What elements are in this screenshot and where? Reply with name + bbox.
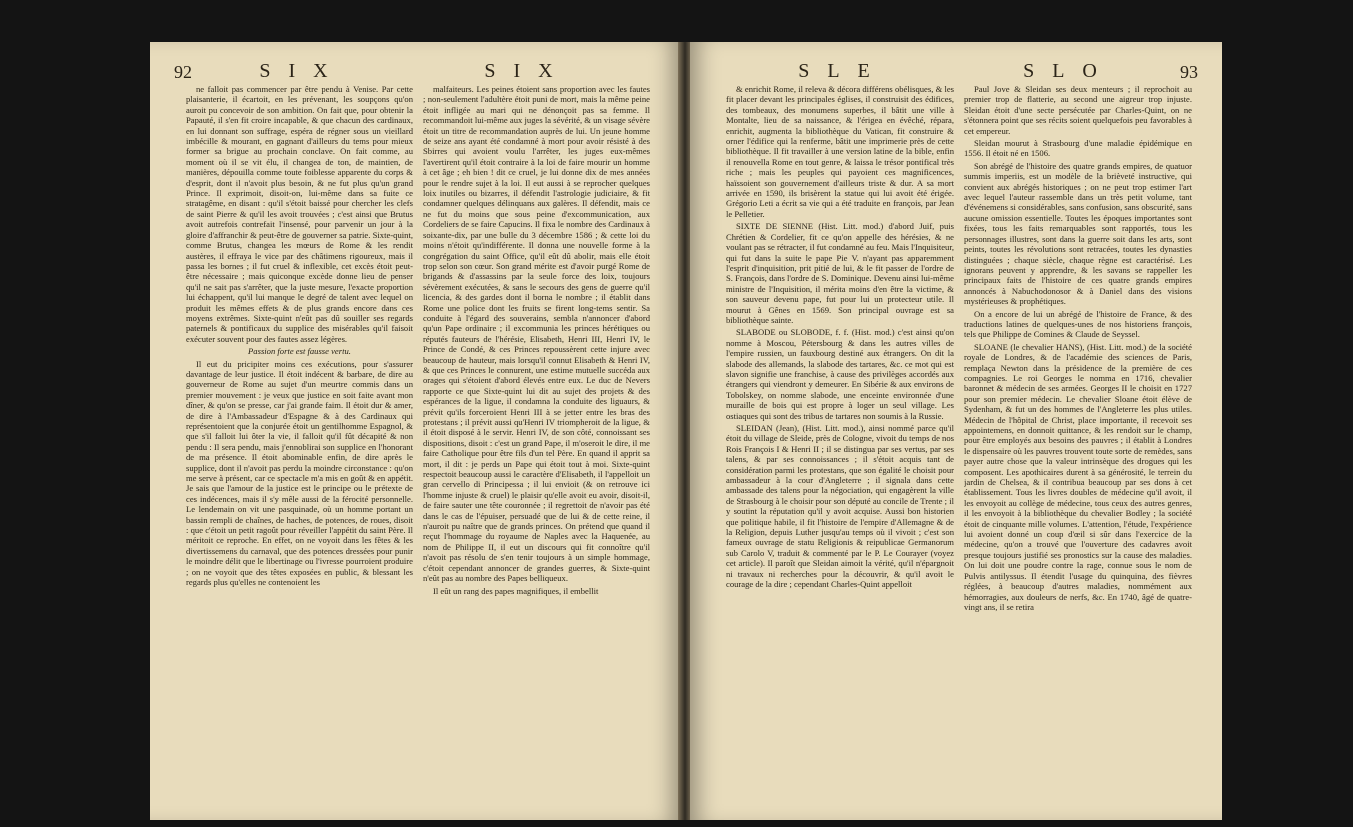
open-book: [150, 42, 1222, 820]
left-page: [150, 42, 680, 820]
paragraph: ne falloit pas commencer par être pendu à Venise. Par cette plaisanterie, il écartoit, en les prévenant, les soupçons qu'on auroit pu concevoir de son ambition. On fait que, pour obtenir la Papauté, il s'en fit croire incapable, & que chacun des cardinaux, en lui donnant son suffrage, espéra de régner sous un vieillard imbécille & mourant, en gagnant d'ailleurs du tems pour mieux former sa brigue au prochain conclave. On fait comme, au moment où il se vit élu, il changea de ton, de maintien, de manières, dépouilla comme toute foiblesse apparente du corps & d'esprit, dont il n'avoit plus besoin, & ne fut plus qu'un grand Prince. Il exprimoit, disoit-on, lui-même dans sa fuite ce stratagême, en disant : qu'il s'étoit baissé pour chercher les clefs de saint Pierre & qu'il les avoit trouvées ; c'est ainsi que Brutus avoit autrefois contrefait l'insensé, pour parvenir un jour à la gloire d'affranchir & peut-être de gouverner sa patrie. Sixte-quint, comme Brutus, changea les mœurs de Rome & les rendit austères, il effraya le vice par des châtimens rigoureux, mais il passa les bornes ; il fut cruel & inflexible, cet excès étoit peut-être nécessaire ; mais quiconque excède donne lieu de penser qu'il ne sait pas s'arrêter, que la juste mesure, l'exacte proportion lui échappent, qu'il lui manque le degré de talent avec lequel on produit les mêmes effets & de plus grands encore dans ces moyens extrêmes. Sixte-quint n'eût pas dû souiller ses regards paternels & pontificaux du supplice des misérables qu'il faisoit exécuter souvent pour des fautes assez légères.: [186, 84, 413, 344]
paragraph: Passion forte est fausse vertu.: [248, 346, 351, 357]
paragraph: SLABODE ou SLOBODE, f. f. (Hist. mod.) c'est ainsi qu'on nomme à Moscou, Pétersbourg & dans les autres villes de l'empire russien, un fauxbourg destiné aux étrangers. On dit la slabode des allemands, la slabode des tartares, &c. ce mot qui est slavon signifie une franchise, à cause des privilèges accordés aux étrangers qui viendront y demeurer. En Sibérie & aux environs de Tobolskey, on nomme slabode, une enceinte environnée d'une muraille de bois qui est propre à loger un seul village. Les ostiaques qui sont des tribus de tartares non soumis à la Russie.: [726, 327, 954, 421]
text-column-2: [423, 84, 650, 806]
running-head: [174, 60, 640, 82]
paragraph: SIXTE DE SIENNE (Hist. Litt. mod.) d'abord Juif, puis Chrétien & Cordelier, fit ce qu'on appelle des hérésies, & ne voulant pas se rétracter, il fut condamné au feu. Mais l'Inquisiteur, qui fut dans la suite le pape Pie V. n'ayant pas apparemment l'esprit d'inquisition, prit pitié de lui, & le fit passer de l'ordre de S. François, dans l'ordre de S. Dominique. Devenu ainsi lui-même ministre de l'Inquisition, il mérita moins d'en être la victime, & son sauveur devenu pape, fut pour lui un protecteur utile. Il mourut à Gênes en 1569. Son principal ouvrage est sa bibliothèque sainte.: [726, 221, 954, 325]
paragraph: Sleidan mourut à Strasbourg d'une maladie épidémique en 1556. Il étoit né en 1506.: [964, 138, 1192, 159]
text-column-1: [726, 84, 954, 806]
running-head-word: SLE: [798, 60, 888, 82]
paragraph: Son abrégé de l'histoire des quatre grands empires, de quatuor summis imperiis, est un modèle de la brièveté instructive, qui convient aux abrégés historiques ; on ne peut trop estimer l'art avec lequel l'auteur rassemble dans un très petit volume, tant d'événemens si considérables, sans confusion, sans obscurité, sans aucune omission essentielle. Toutes les époques importantes sont fixées, tous les faits remarquables sont rapportés, tous les personnages illustres, sont dans la guerre soit dans les arts, sont peints, toutes les révolutions sont retracées, toutes les dynasties distinguées ; chaque siècle, chaque règne est caractérisé. Les ignorans peuvent y apprendre, & les savans se rappeller les principaux faits de l'histoire de ces quatre grands empires annoncés à Nabuchodonosor & à Daniel dans des visions mystérieuses & prophétiques.: [964, 160, 1192, 307]
paragraph: & enrichit Rome, il releva & décora différens obélisques, & les fit placer devant les principales églises, il construisit des édifices, des tombeaux, des monumens superbes, il bâtit une ville à Montalte, lieu de sa naissance, & l'érigea en évêché, répara, enrichit, augmenta la bibliothèque du Vatican, fit construire & orner l'édifice qui la renferme, bâtit une imprimerie près de cette bibliothèque. Il fit travailler à une version latine de la bible, enfin il renouvella Rome en tout genre, & laissa le trésor pontifical très riche ; mais les peuples qui payoient ces magnificences, haïssoient son gouvernement d'ailleurs triste & dur. A sa mort arrivée en 1590, ils brisèrent la statue qui lui avoit été érigée. Grégorio Leti a écrit sa vie qui a été traduite en françois, par Jean le Pelletier.: [726, 84, 954, 219]
running-head: [730, 60, 1198, 82]
text-column-2: [964, 84, 1192, 806]
text-column-1: [186, 84, 413, 806]
paragraph: malfaiteurs. Les peines étoient sans proportion avec les fautes ; non-seulement l'adultère étoit puni de mort, mais la même peine étoit infligée au mari qui ne dénonçoit pas sa femme. Il recommandoit lui-même aux juges la sévérité, & un visage sévère étoit un titre de recommandation auprès de lui. Un jeune homme de seize ans ayant été condamné à mort pour avoir résisté à des Sbirres qui avoient voulu l'arrêter, les juges eux-mêmes l'avertirent qu'il étoit contraire à la loi de faire mourir un homme à cet âge ; eh bien ! dit ce cruel, je lui donne dix de mes années pour le rendre sujet à la loi. Il eut aussi à se reprocher quelques loix inutiles ou bizarres, il défendit l'astrologie judiciaire, & fit condamner quelques délinquans aux galères. Il défendit, mais ce ne fut du moins que sous peine d'excommunication, aux Cordeliers de se faire Capucins. Il fixa le nombre des Cardinaux à soixante-dix, par une bulle du 3 décembre 1586 ; & cette loi du moins n'étoit qu'indifférente. Il donna une nouvelle forme à la congrégation du saint Office, qu'il eût dû abolir, mais elle étoit trop selon son cœur. Son grand mérite est d'avoir purgé Rome de brigands & d'assassins par la seule force des loix, toujours sévèrement exécutées, & sans le secours des gens de guerre qu'il licencia, & des gardes dont il borna le nombre ; il établit dans Rome une police dont les fruits se firent long-tems sentir. Sa conduite à l'égard des souverains, sembla n'annoncer d'abord qu'un Pape ordinaire ; il excommunia les princes hérétiques ou réputés fauteurs de l'hérésie, Elisabeth, Henri III, Henri IV, le Prince de Condé, & ces Princes repoussèrent cette injure avec beaucoup de hauteur, mais lorsqu'il connut Elisabeth & Henri IV, & que ces Princes le connurent, une estime mutuelle succéda aux orages qui s'étoient d'abord élevés entre eux. Le duc de Nevers rapporte ce que Sixte-quint lui dit au sujet des projets & des espérances de la ligue, il condamna la conduite des liguaurs, & prévit qu'ils forceroient Henri III à se jetter entre les bras des protestans ; il prévit aussi qu'Henri IV triompheroit de la ligue, & il étoit disposé à le servir. Henri IV, de son côté, connoissant ses dispositions, disoit : c'est un grand Pape, il m'oseroit le dire, il me faire Catholique pour être fils d'un tel Père. En quand il apprit sa mort, il dit : je perds un Pape qui étoit tout à moi. Sixte-quint respectoit beaucoup aussi le caractère d'Elisabeth, il l'appelloit un gran cervello di Principessa ; il lui envioit (& on retrouve ici l'homme injuste & cruel) le plaisir qu'elle avoit eu avoir, disoit-il, de faire sauter une tête couronnée ; il regrettoit de n'avoir pas été dans le cas de l'épuiser, persuadé que de lui & de cette reine, il n'auroit pu naître que de grands princes. On prétend que quand il reçut l'hommage du royaume de Naples avec la Haquenée, au nom de Philippe II, il eut un discours qui fit connoître qu'il n'avoit pas résolu de s'en tenir toujours à un simple hommage, c'étoit cependant annoncer de grandes guerres, & Sixte-quint n'eût pas au nombre des Papes belliqueux.: [423, 84, 650, 584]
right-page: [690, 42, 1222, 820]
running-head-word: SIX: [259, 60, 346, 82]
paragraph: Il eut du pricipiter moins ces exécutions, pour s'assurer davantage de leur justice. Il étoit indécent & barbare, de dire au gouverneur de Rome au sujet d'un meurtre commis dans un premier mouvement : je veux que justice en soit faite avant mon dîner, & qu'on se presse, car j'ai grande faim. Il étoit dur & amer, de dire à l'Ambassadeur d'Espagne & à des Cardinaux qui représentoient que la conjurée étoit un gentilhomme Espagnol, & que s'il falloit lui ôter la vie, il falloit qu'il fût décapité & non pendu : Il sera pendu, mais j'ennoblirai son supplice en l'honorant de ma présence. Il étoit abominable enfin, de dire après le supplice, dont il n'avoit pas perdu la moindre circonstance : qu'on me serve à présent, car ce spectacle m'a mis en goût & en appétit. Je sais que l'amour de la justice est le principe ou le prétexte de ces indécences, mais il s'y mêle aussi de la férocité personnelle. Le lendemain on vit une pasquinade, où un homme portant un bassin rempli de chaînes, de haches, de potences, de roues, disoit : que c'étoit un petit ragoût pour réveiller l'appétit du saint Père. Il méritoit ce reproche. En effet, on ne voyoit dans les fêtes & les divertissemens du carnaval, que des potences dressées pour punir le moindre délit que le libertinage ou l'ivresse pourroient produire ; on ne voyoit que des têtes exposées en public, & blessant les regards plus qu'elles ne contenoient les: [186, 358, 413, 588]
page-number: 92: [174, 62, 192, 82]
paragraph: Paul Jove & Sleidan ses deux menteurs ; il reprochoit au premier trop de flatterie, au second une aigreur trop injuste. Sleidan étoit d'une secte persécutée par Charles-Quint, on ne s'étonnera point que ses récits soient quelquefois peu favorables à cet empereur.: [964, 84, 1192, 136]
paragraph: SLOANE (le chevalier HANS), (Hist. Litt. mod.) de la société royale de Londres, & de l'académie des sciences de Paris, remplaça Newton dans la présidence de la première de ces compagnies. Le roi Georges le nomma en 1716, chevalier baronnet & médecin de ses armées. Georges II le choisit en 1727 pour son premier médecin. Le chevalier Sloane étoit élève de Sydenham, & fut un des hommes de l'Angleterre les plus utiles. Médecin de l'hôpital de Christ, place importante, il recevoit ses appointemens, en donnoit quittance, & les rendoit sur le champ, pour être employés aux besoins des pauvres ; il établit à Londres le dispensaire où les pauvres trouvent toute sorte de remèdes, sans payer autre chose que la valeur intrinsèque des drogues qui les composent. Les apothicaires durent à sa générosité, le terrein du jardin de Chelsea, & il contribua beaucoup par ses dons à cet établissement. Tous les livres doubles de médecine qu'il avoit, il les envoyoit au collège de médecine, tous ceux des autres genres, il les envoyoit à la bibliothèque du chevalier Bodley ; la société étoit de cinquante mille volumes. L'attention, l'étude, l'expérience lui avoient donné un coup d'œil si sûr dans l'exercice de la médecine, qu'on a trouvé que l'ouverture des cadavres avoit presque toujours justifié ses pronostics sur la cause des maladies. On lui doit une poudre contre la rage, connue sous le nom de Pulvis antilyssus. Il étendit l'usage du quinquina, des fièvres réglées, à beaucoup d'autres maladies, nommément aux hémorragies, aux douleurs de nerfs, &c. En 1740, âgé de quatre-vingt ans, il se retira: [964, 341, 1192, 612]
page-number: 93: [1180, 62, 1198, 82]
paragraph: SLEIDAN (Jean), (Hist. Litt. mod.), ainsi nommé parce qu'il étoit du village de Sleide, près de Cologne, vivoit du temps de nos Rois François I & Henri II ; il se distingua par ses vertus, par ses talens, & par ses connoissances ; il s'étoit acquis tant de considération parmi les protestans, que son égalité le choisit pour ambassadeur à la cour d'Angleterre ; il signala dans cette ambassade des talens pour la négociation, qui engagèrent la ville de Strasbourg à le choisir pour son député au concile de Trente ; il y soutint la réputation qu'il y avoit acquise. Aussi bon historien que politique habile, il fit l'histoire de l'empire d'Allemagne & de la Religion, depuis Luther jusqu'au temps où il vivoit ; c'est son fameux ouvrage de statu Religionis & reipublicae Germanorum sub Carolo V, traduit & commenté par le P. Le Courayer (voyez cet article). Il paroît que Sleidan aimoit la vérité, qu'il n'épargnoit ni travaux ni recherches pour la découvrir, & qu'il avoit le courage de la dire ; cependant Charles-Quint appelloit: [726, 423, 954, 590]
paragraph: Il eût un rang des papes magnifiques, il embellit: [433, 585, 599, 596]
running-head-word: SIX: [484, 60, 571, 82]
running-head-word: SLO: [1023, 60, 1115, 82]
paragraph: On a encore de lui un abrégé de l'histoire de France, & des traductions latines de quelques-unes de nos historiens françois, tels que Philippe de Comines & Claude de Seyssel.: [964, 308, 1192, 340]
